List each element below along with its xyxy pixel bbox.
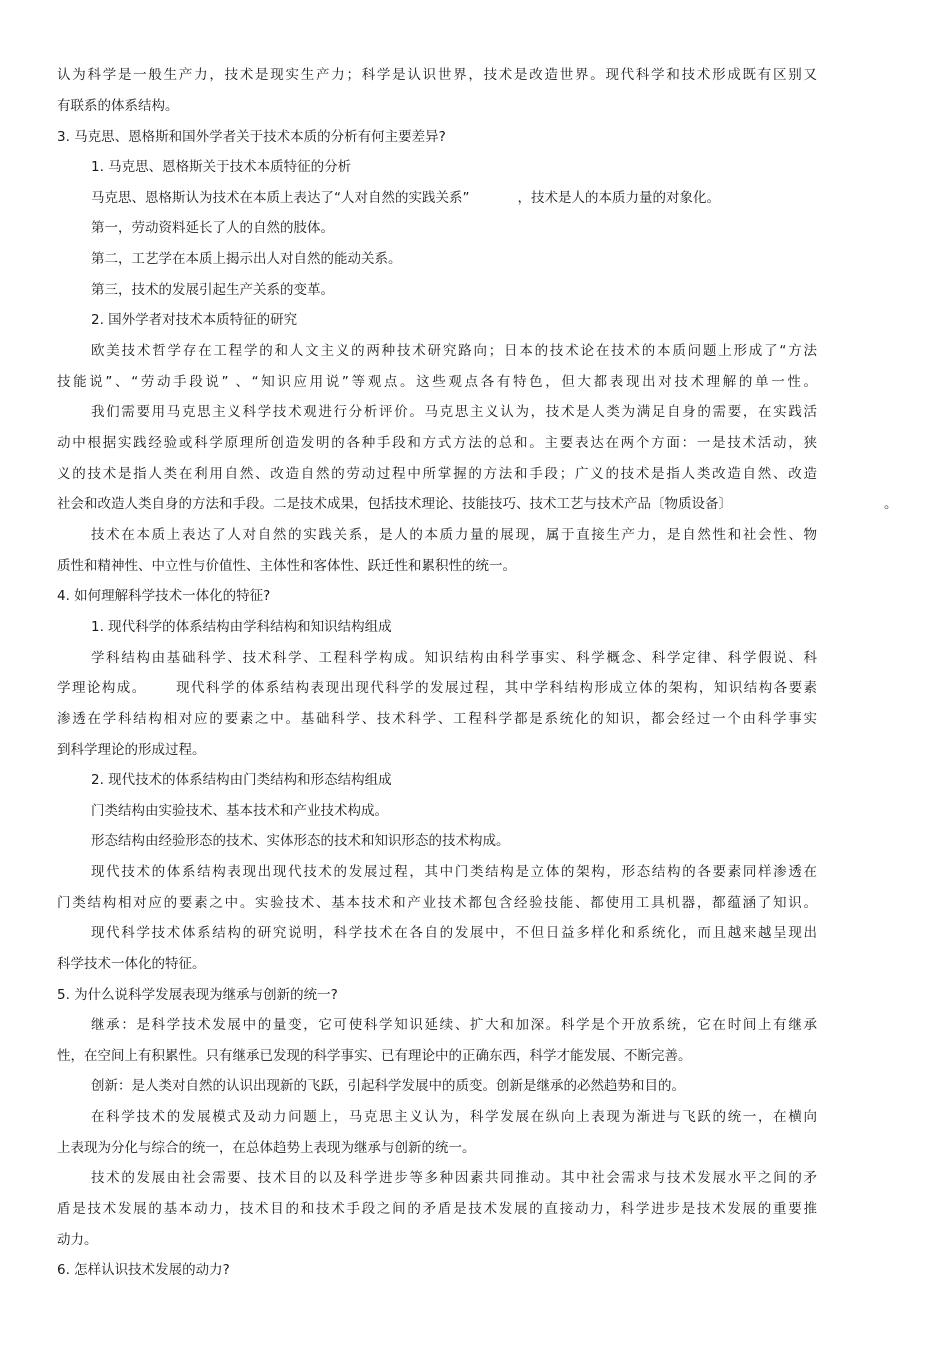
body-text-line: 社会和改造人类自身的方法和手段。二是技术成果，包括技术理论、技能技巧、技术工艺与技术产品〔物质设备〕 <box>57 496 732 512</box>
body-text-segment: 马克思、恩格斯认为技术在本质上表达了“人对自然的实践关系” <box>91 190 470 206</box>
question-heading-6: 6. 怎样认识技术发展的动力? <box>57 1262 230 1278</box>
body-text-line: 学科结构由基础科学、技术科学、工程科学构成。知识结构由科学事实、科学概念、科学定律、科学假说、科 <box>91 650 817 666</box>
body-text-segment: ，技术是人的本质力量的对象化。 <box>517 190 720 206</box>
body-text-segment: 学理论构成。 <box>57 680 147 696</box>
section-heading: 1. 马克思、恩格斯关于技术本质特征的分析 <box>91 159 352 175</box>
body-text-line: 现代技术的体系结构表现出现代技术的发展过程，其中门类结构是立体的架构，形态结构的各要素同样渗透在 <box>91 864 817 880</box>
body-text-line: 质性和精神性、中立性与价值性、主体性和客体性、跃迁性和累积性的统一。 <box>57 558 516 574</box>
body-text-line: 认为科学是一般生产力，技术是现实生产力；科学是认识世界，技术是改造世界。现代科学和技术形成既有区别又 <box>57 67 817 83</box>
body-text-line: 继承：是科学技术发展中的量变，它可使科学知识延续、扩大和加深。科学是个开放系统，它在时间上有继承 <box>91 1017 817 1033</box>
body-text-line: 性，在空间上有积累性。只有继承已发现的科学事实、已有理论中的正确东西，科学才能发展、不断完善。 <box>57 1048 692 1064</box>
trailing-period: 。 <box>884 496 898 512</box>
question-heading-5: 5. 为什么说科学发展表现为继承与创新的统一? <box>57 987 338 1003</box>
body-text-line: 在科学技术的发展模式及动力问题上，马克思主义认为，科学发展在纵向上表现为渐进与飞跃的统一，在横向 <box>91 1109 817 1125</box>
body-text-line: 到科学理论的形成过程。 <box>57 742 206 758</box>
body-text-line: 上表现为分化与综合的统一，在总体趋势上表现为继承与创新的统一。 <box>57 1140 476 1156</box>
body-text-line: 有联系的体系结构。 <box>57 98 179 114</box>
body-text-line: 技术的发展由社会需要、技术目的以及科学进步等多种因素共同推动。其中社会需求与技术发展水平之间的矛 <box>91 1170 817 1186</box>
body-text-line: 科学技术一体化的特征。 <box>57 956 206 972</box>
body-text-line: 现代科学技术体系结构的研究说明，科学技术在各自的发展中，不但日益多样化和系统化，而且越来越呈现出 <box>91 925 817 941</box>
body-text-line: 创新：是人类对自然的认识出现新的飞跃，引起科学发展中的质变。创新是继承的必然趋势和目的。 <box>91 1078 685 1094</box>
body-text-line: 形态结构由经验形态的技术、实体形态的技术和知识形态的技术构成。 <box>91 833 510 849</box>
body-text-line <box>91 183 817 213</box>
body-text-line: 渗透在学科结构相对应的要素之中。基础科学、技术科学、工程科学都是系统化的知识，都会经过一个由科学事实 <box>57 711 817 727</box>
body-text-line: 门类结构相对应的要素之中。实验技术、基本技术和产业技术都包含经验技能、都使用工具机器，都蕴涵了知识。 <box>57 895 817 911</box>
question-heading-4: 4. 如何理解科学技术一体化的特征? <box>57 588 271 604</box>
body-text-line: 第一，劳动资料延长了人的自然的肢体。 <box>91 220 334 236</box>
body-text-line: 我们需要用马克思主义科学技术观进行分析评价。马克思主义认为，技术是人类为满足自身的需要，在实践活 <box>91 404 817 420</box>
body-text-line: 动中根据实践经验或科学原理所创造发明的各种手段和方式方法的总和。主要表达在两个方面：一是技术活动，狭 <box>57 435 817 451</box>
section-heading: 2. 现代技术的体系结构由门类结构和形态结构组成 <box>91 772 392 788</box>
body-text-segment: 现代科学的体系结构表现出现代科学的发展过程，其中学科结构形成立体的架构，知识结构各要素 <box>174 680 818 696</box>
question-heading-3: 3. 马克思、恩格斯和国外学者关于技术本质的分析有何主要差异? <box>57 129 446 145</box>
body-text-line: 技术在本质上表达了人对自然的实践关系，是人的本质力量的展现，属于直接生产力，是自然性和社会性、物 <box>91 527 817 543</box>
section-heading: 2. 国外学者对技术本质特征的研究 <box>91 312 298 328</box>
body-text-line: 第三，技术的发展引起生产关系的变革。 <box>91 282 334 298</box>
body-text-line: 第二，工艺学在本质上揭示出人对自然的能动关系。 <box>91 251 402 267</box>
body-text-line: 动力。 <box>57 1232 98 1248</box>
body-text-line: 技能说”、“劳动手段说” 、“知识应用说”等观点。这些观点各有特色，但大都表现出对技术理解的单一性。 <box>57 374 817 390</box>
body-text-line: 门类结构由实验技术、基本技术和产业技术构成。 <box>91 803 388 819</box>
section-heading: 1. 现代科学的体系结构由学科结构和知识结构组成 <box>91 619 392 635</box>
body-text-line: 盾是技术发展的基本动力，技术目的和技术手段之间的矛盾是技术发展的直接动力，科学进步是技术发展的重要推 <box>57 1201 817 1217</box>
body-text-line <box>57 673 817 703</box>
body-text-line: 欧美技术哲学存在工程学的和人文主义的两种技术研究路向；日本的技术论在技术的本质问题上形成了“方法 <box>91 343 817 359</box>
body-text-line: 义的技术是指人类在利用自然、改造自然的劳动过程中所掌握的方法和手段；广义的技术是指人类改造自然、改造 <box>57 466 817 482</box>
